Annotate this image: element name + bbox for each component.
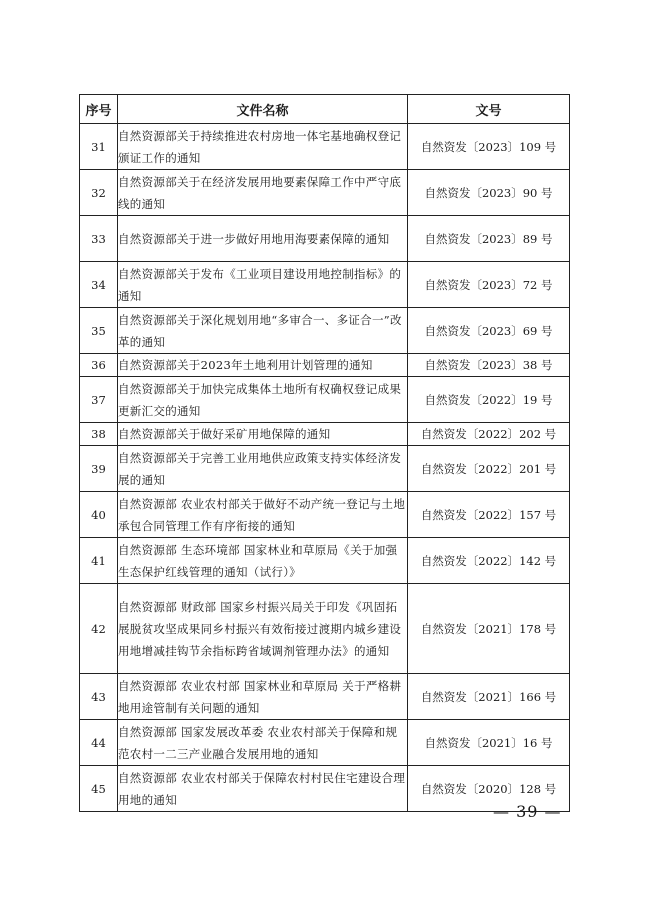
row-docno: 自然资发〔2023〕69 号 xyxy=(408,308,570,354)
table-row xyxy=(80,584,570,674)
row-seq: 41 xyxy=(80,538,118,584)
table-row xyxy=(80,538,570,584)
row-seq: 31 xyxy=(80,124,118,170)
header-title: 文件名称 xyxy=(118,95,408,124)
row-title: 自然资源部 生态环境部 国家林业和草原局《关于加强生态保护红线管理的通知（试行）》 xyxy=(118,538,408,584)
page-number: — 39 — xyxy=(493,802,562,821)
row-title: 自然资源部关于进一步做好用地用海要素保障的通知 xyxy=(118,216,408,262)
row-docno: 自然资发〔2022〕157 号 xyxy=(408,492,570,538)
row-docno: 自然资发〔2023〕89 号 xyxy=(408,216,570,262)
row-title: 自然资源部关于持续推进农村房地一体宅基地确权登记颁证工作的通知 xyxy=(118,124,408,170)
row-seq: 38 xyxy=(80,423,118,446)
row-docno: 自然资发〔2020〕128 号 xyxy=(408,766,570,812)
row-docno: 自然资发〔2023〕109 号 xyxy=(408,124,570,170)
row-seq: 37 xyxy=(80,377,118,423)
table-row xyxy=(80,124,570,170)
row-docno: 自然资发〔2023〕90 号 xyxy=(408,170,570,216)
row-docno: 自然资发〔2022〕19 号 xyxy=(408,377,570,423)
row-seq: 36 xyxy=(80,354,118,377)
row-title: 自然资源部关于加快完成集体土地所有权确权登记成果更新汇交的通知 xyxy=(118,377,408,423)
row-title: 自然资源部关于在经济发展用地要素保障工作中严守底线的通知 xyxy=(118,170,408,216)
table-row xyxy=(80,720,570,766)
row-title: 自然资源部 农业农村部关于做好不动产统一登记与土地承包合同管理工作有序衔接的通知 xyxy=(118,492,408,538)
header-docno: 文号 xyxy=(408,95,570,124)
row-title: 自然资源部 财政部 国家乡村振兴局关于印发《巩固拓展脱贫攻坚成果同乡村振兴有效衔接过渡期内城乡建设用地增减挂钩节余指标跨省域调剂管理办法》的通知 xyxy=(118,584,408,674)
row-seq: 44 xyxy=(80,720,118,766)
row-title: 自然资源部关于深化规划用地“多审合一、多证合一”改革的通知 xyxy=(118,308,408,354)
row-seq: 34 xyxy=(80,262,118,308)
row-title: 自然资源部 农业农村部 国家林业和草原局 关于严格耕地用途管制有关问题的通知 xyxy=(118,674,408,720)
row-docno: 自然资发〔2023〕72 号 xyxy=(408,262,570,308)
row-docno: 自然资发〔2021〕178 号 xyxy=(408,584,570,674)
header-seq: 序号 xyxy=(80,95,118,124)
table-row xyxy=(80,354,570,377)
row-seq: 42 xyxy=(80,584,118,674)
row-seq: 40 xyxy=(80,492,118,538)
row-seq: 32 xyxy=(80,170,118,216)
table-row xyxy=(80,492,570,538)
table-row xyxy=(80,170,570,216)
row-seq: 43 xyxy=(80,674,118,720)
table-row xyxy=(80,216,570,262)
table-row xyxy=(80,308,570,354)
row-seq: 35 xyxy=(80,308,118,354)
row-docno: 自然资发〔2022〕201 号 xyxy=(408,446,570,492)
row-title: 自然资源部关于发布《工业项目建设用地控制指标》的通知 xyxy=(118,262,408,308)
row-docno: 自然资发〔2021〕166 号 xyxy=(408,674,570,720)
row-docno: 自然资发〔2022〕142 号 xyxy=(408,538,570,584)
row-title: 自然资源部关于完善工业用地供应政策支持实体经济发展的通知 xyxy=(118,446,408,492)
table-row xyxy=(80,377,570,423)
row-docno: 自然资发〔2021〕16 号 xyxy=(408,720,570,766)
table-row xyxy=(80,674,570,720)
document-table xyxy=(79,94,570,812)
table-row xyxy=(80,423,570,446)
table-header-row xyxy=(80,95,570,124)
row-title: 自然资源部 国家发展改革委 农业农村部关于保障和规范农村一二三产业融合发展用地的通知 xyxy=(118,720,408,766)
row-docno: 自然资发〔2022〕202 号 xyxy=(408,423,570,446)
row-docno: 自然资发〔2023〕38 号 xyxy=(408,354,570,377)
row-seq: 33 xyxy=(80,216,118,262)
row-title: 自然资源部关于做好采矿用地保障的通知 xyxy=(118,423,408,446)
row-title: 自然资源部 农业农村部关于保障农村村民住宅建设合理用地的通知 xyxy=(118,766,408,812)
row-seq: 45 xyxy=(80,766,118,812)
row-seq: 39 xyxy=(80,446,118,492)
table-row xyxy=(80,262,570,308)
table-row xyxy=(80,446,570,492)
row-title: 自然资源部关于2023年土地利用计划管理的通知 xyxy=(118,354,408,377)
